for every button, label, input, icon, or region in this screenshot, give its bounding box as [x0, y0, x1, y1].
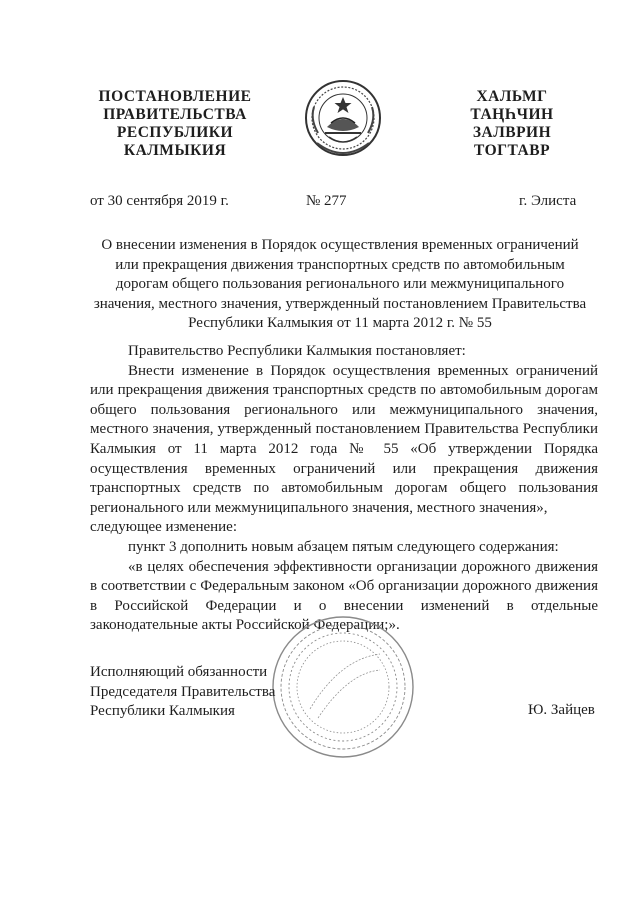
header-right-title: [437, 88, 587, 160]
signer-name: Ю. Зайцев: [528, 702, 595, 718]
document-date: от 30 сентября 2019 г.: [90, 193, 229, 209]
signature-line: Председателя Правительства: [90, 683, 276, 700]
title-line: дорогам общего пользования регионального или межмуниципального: [115, 276, 565, 292]
header-left-line: ПОСТАНОВЛЕНИЕ: [98, 88, 252, 105]
header-right-line: ХАЛЬМГ: [476, 88, 548, 105]
title-line: О внесении изменения в Порядок осуществления временных ограничений: [101, 237, 579, 253]
resolution-intro: Правительство Республики Калмыкия постановляет:: [128, 343, 466, 359]
coat-of-arms-icon: [303, 77, 383, 159]
resolution-paragraph: Внести изменение в Порядок осуществления временных ограничений или прекращения движения транспортных средств по автомобильным дорогам общего пользования регионального или межмуниципального значения, местного значения, утвержденный постановлением Правительства Республики Калмыкия от 11 марта 2012 года № 55 «Об утверждении Порядка осуществления временных ограничений или прекращения движения транспортных средств по автомобильным дорогам общего пользования регионального или межмуниципального значения, местного значения»,: [90, 362, 598, 516]
document-body: [90, 342, 598, 636]
header-left-line: РЕСПУБЛИКИ: [116, 124, 234, 141]
document-title: [80, 236, 600, 334]
title-line: значения, местного значения, утвержденный постановлением Правительства: [93, 295, 587, 312]
signature-line: Республики Калмыкия: [90, 703, 235, 719]
header-left-title: [80, 88, 270, 160]
resolution-paragraph-continuation: следующее изменение:: [90, 519, 238, 536]
amendment-text: «в целях обеспечения эффективности организации дорожного движения в соответствии с Федеральным законом «Об организации дорожного движения в Российской Федерации и о внесении изменений в отдельные законодательные акты Российской Федерации;».: [90, 558, 598, 634]
header-right-line: ТАҢҺЧИН: [470, 106, 554, 123]
title-line: Республики Калмыкия от 11 марта 2012 г. № 55: [188, 315, 492, 331]
document-number: № 277: [306, 193, 347, 209]
header-left-line: КАЛМЫКИЯ: [123, 142, 227, 159]
title-line: или прекращения движения транспортных средств по автомобильным: [115, 256, 565, 273]
header-left-line: ПРАВИТЕЛЬСТВА: [103, 106, 247, 123]
document-city: г. Элиста: [519, 193, 577, 209]
signature-line: Исполняющий обязанности: [90, 664, 268, 680]
header-right-line: ЗАЛВРИН: [472, 124, 552, 141]
header-right-line: ТОГТАВР: [473, 142, 551, 159]
signature-block: [90, 663, 290, 722]
seal-stamp-icon: [270, 614, 416, 760]
amendment-paragraph: пункт 3 дополнить новым абзацем пятым следующего содержания:: [128, 538, 559, 555]
